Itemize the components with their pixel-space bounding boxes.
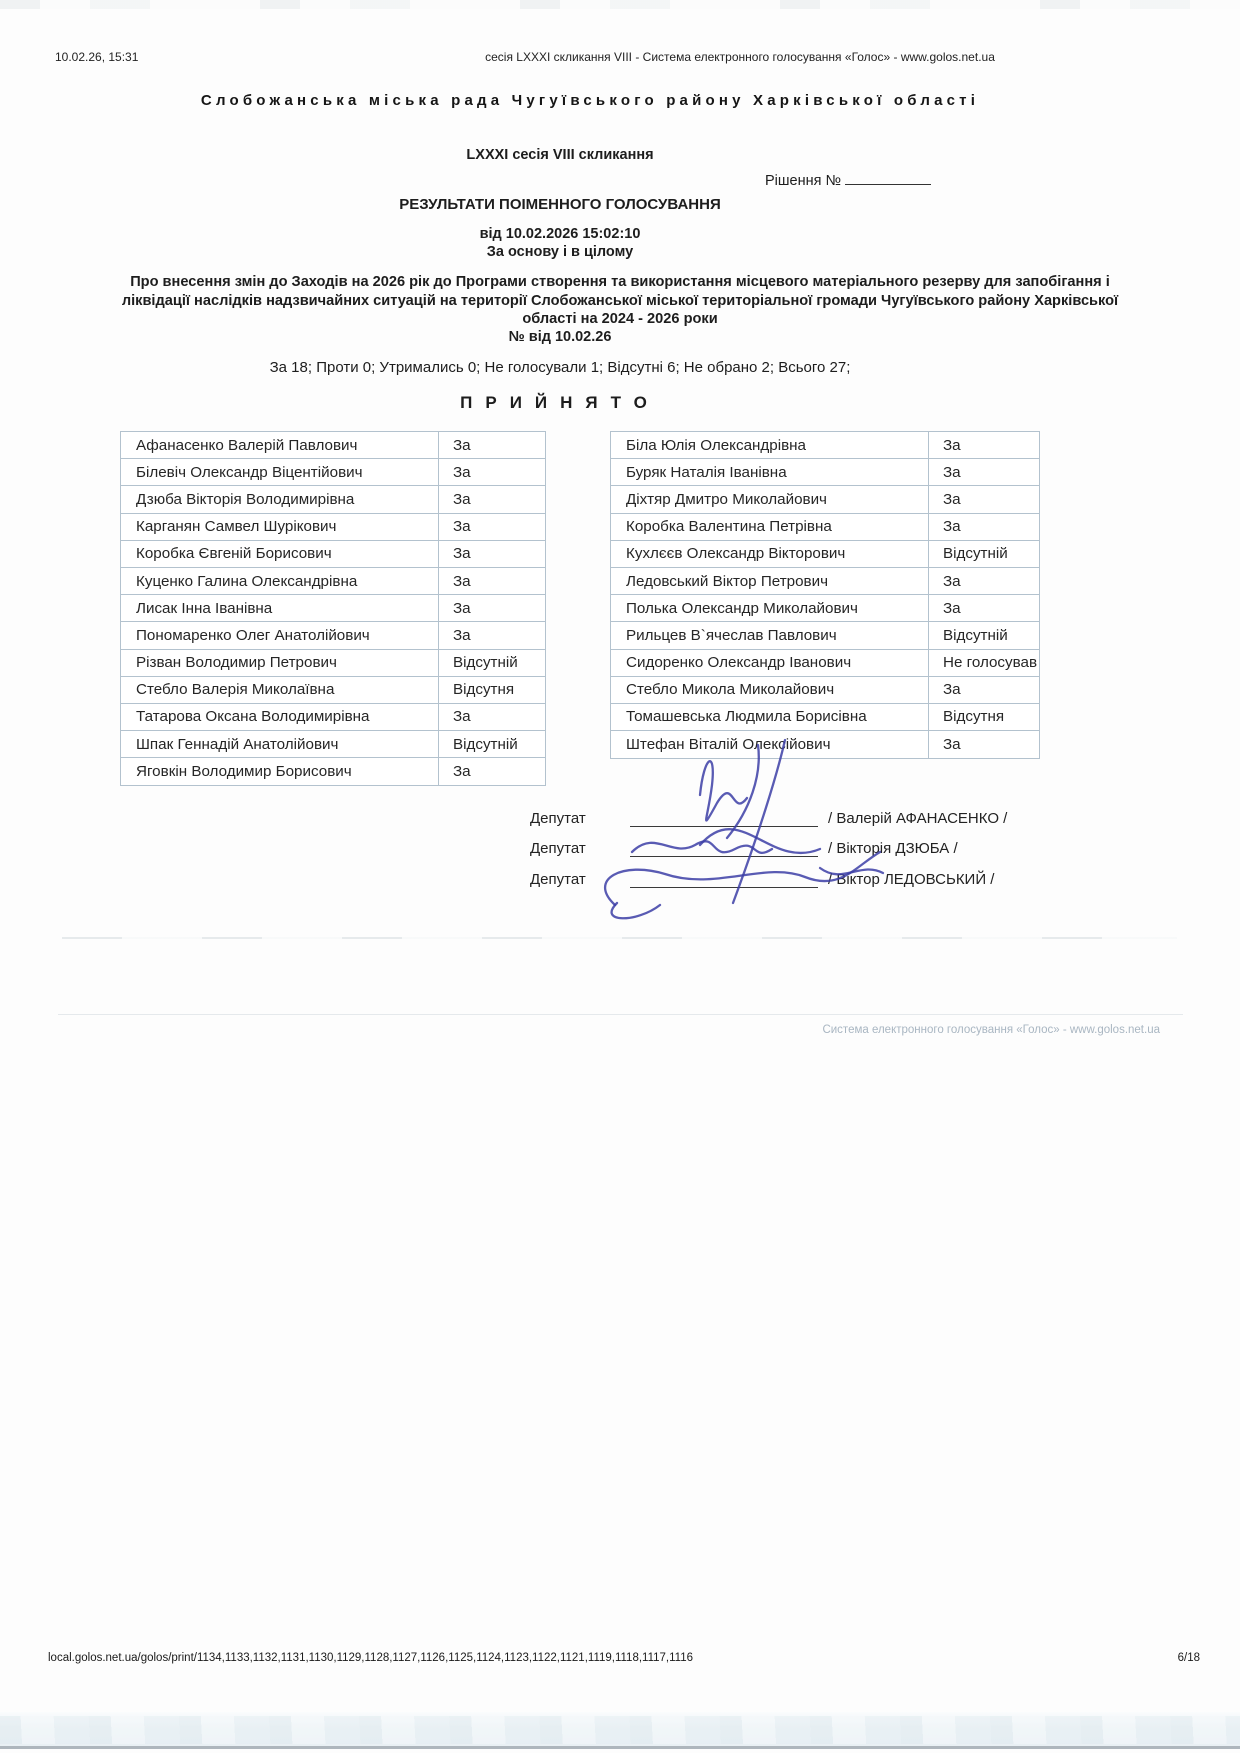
deputy-name: Коробка Валентина Петрівна [626,518,832,536]
decision-number-label: Рішення № [765,173,842,189]
table-row [611,622,1039,649]
table-row [611,650,1039,677]
deputy-name: Шпак Геннадій Анатолійович [136,735,339,753]
deputy-vote: За [928,486,1039,512]
deputy-vote: Відсутня [928,704,1039,730]
deputy-vote: Відсутня [438,677,545,703]
deputy-name: Коробка Євгеній Борисович [136,545,332,563]
deputy-name: Карганян Самвел Шурікович [136,518,337,536]
deputy-vote: За [928,677,1039,703]
deputy-vote: За [928,514,1039,540]
vote-table-left [120,431,546,786]
deputy-vote: Відсутній [438,650,545,676]
table-row [121,650,545,677]
deputy-name: Ледовський Віктор Петрович [626,572,829,590]
deputy-name: Пономаренко Олег Анатолійович [136,626,370,644]
table-row [611,704,1039,731]
deputy-name: Різван Володимир Петрович [136,654,337,672]
scan-artifact-bottom-line [0,1746,1240,1749]
deputy-vote: За [928,432,1039,458]
decision-number-line [765,171,931,189]
deputy-name: Білевіч Олександр Віцентійович [136,463,363,481]
deputy-vote: За [438,459,545,485]
table-row [611,486,1039,513]
deputy-name: Лисак Інна Іванівна [136,599,273,617]
deputy-vote: За [438,486,545,512]
decision-number-date: № від 10.02.26 [508,329,612,345]
signature-deputy-name: / Валерій АФАНАСЕНКО / [828,810,1008,827]
signature-role-label: Депутат [530,840,586,857]
decision-subject: Про внесення змін до Заходів на 2026 рік до Програми створення та використання місцевого матеріального резерву для запобігання і ліквідації наслідків надзвичайних ситуацій на території Слобожанської міської територіальної громади Чугуївського району Харківської області на 2024 - 2026 роки [121,274,1119,327]
scan-artifact-top [0,0,1240,9]
table-row [121,704,545,731]
deputy-name: Полька Олександр Миколайович [626,599,858,617]
table-row [611,459,1039,486]
signature-line [630,826,818,827]
deputy-name: Томашевська Людмила Борисівна [626,708,867,726]
decision-number-blank [845,171,931,185]
deputy-name: Афанасенко Валерій Павлович [136,436,358,454]
deputy-name: Стебло Валерія Миколаївна [136,681,335,699]
table-row [611,514,1039,541]
vote-basis-line: За основу і в цілому [486,244,634,260]
table-row [611,731,1039,758]
deputy-vote: Не голосував [928,650,1039,676]
scan-artifact-line [58,1014,1183,1015]
system-watermark: Система електронного голосування «Голос» - www.golos.net.ua [822,1024,1160,1036]
vote-datetime: від 10.02.2026 15:02:10 [479,226,641,242]
council-title: Слобожанська міська рада Чугуївського району Харківської області [200,92,980,109]
table-row [121,622,545,649]
deputy-name: Буряк Наталія Іванівна [626,463,787,481]
deputy-name: Штефан Віталій Олексійович [626,736,831,754]
print-page-number: 6/18 [1177,1652,1200,1664]
table-row [121,459,545,486]
table-row [611,677,1039,704]
deputy-name: Діхтяр Дмитро Миколайович [626,490,827,508]
print-timestamp: 10.02.26, 15:31 [55,50,139,64]
deputy-vote: За [438,541,545,567]
deputy-vote: Відсутній [438,731,545,757]
table-row [611,595,1039,622]
vote-totals: За 18; Проти 0; Утримались 0; Не голосували 1; Відсутні 6; Не обрано 2; Всього 27; [269,359,851,376]
deputy-name: Кухлєєв Олександр Вікторович [626,545,846,563]
vote-outcome: ПРИЙНЯТО [460,393,660,412]
table-row [611,432,1039,459]
results-title: РЕЗУЛЬТАТИ ПОІМЕННОГО ГОЛОСУВАННЯ [399,196,721,213]
deputy-name: Яговкін Володимир Борисович [136,763,352,781]
deputy-name: Біла Юлія Олександрівна [626,436,806,454]
print-footer-url: local.golos.net.ua/golos/print/1134,1133,1132,1131,1130,1129,1128,1127,1126,1125,1124,1123,1122,1121,1119,1118,1117,1116 [48,1652,693,1664]
signature-row [530,871,1090,893]
table-row [121,677,545,704]
deputy-vote: Відсутній [928,541,1039,567]
vote-table-right [610,431,1040,759]
signature-role-label: Депутат [530,871,586,888]
table-row [121,514,545,541]
print-header-title: сесія LXXXI скликання VIII - Система електронного голосування «Голос» - www.golos.net.ua [485,50,995,64]
deputy-name: Татарова Оксана Володимирівна [136,708,370,726]
deputy-vote: За [438,514,545,540]
scan-artifact-bottom-texture [0,1716,1240,1744]
table-row [121,486,545,513]
deputy-name: Рильцев В`ячеслав Павлович [626,626,837,644]
deputy-vote: За [438,432,545,458]
deputy-vote: Відсутній [928,622,1039,648]
session-line: LXXXI сесія VIII скликання [466,147,654,163]
signature-deputy-name: / Віктор ЛЕДОВСЬКИЙ / [828,871,995,888]
deputy-name: Дзюба Вікторія Володимирівна [136,490,355,508]
table-row [121,541,545,568]
table-row [121,731,545,758]
deputy-vote: За [438,704,545,730]
deputy-vote: За [438,622,545,648]
signature-line [630,856,818,857]
deputy-vote: За [928,459,1039,485]
deputy-name: Стебло Микола Миколайович [626,681,835,699]
deputy-name: Сидоренко Олександр Іванович [626,654,852,672]
table-row [121,595,545,622]
table-row [121,758,545,785]
table-row [121,432,545,459]
signature-row [530,810,1090,832]
deputy-vote: За [928,595,1039,621]
signature-role-label: Депутат [530,810,586,827]
deputy-vote: За [438,758,545,785]
table-row [611,568,1039,595]
deputy-vote: За [438,595,545,621]
table-row [611,541,1039,568]
signature-row [530,840,1090,862]
table-row [121,568,545,595]
deputy-vote: За [928,568,1039,594]
scan-artifact-line [62,937,1177,939]
signature-line [630,887,818,888]
deputy-vote: За [438,568,545,594]
deputy-name: Куценко Галина Олександрівна [136,572,358,590]
deputy-vote: За [928,731,1039,758]
signature-deputy-name: / Вікторія ДЗЮБА / [828,840,958,857]
